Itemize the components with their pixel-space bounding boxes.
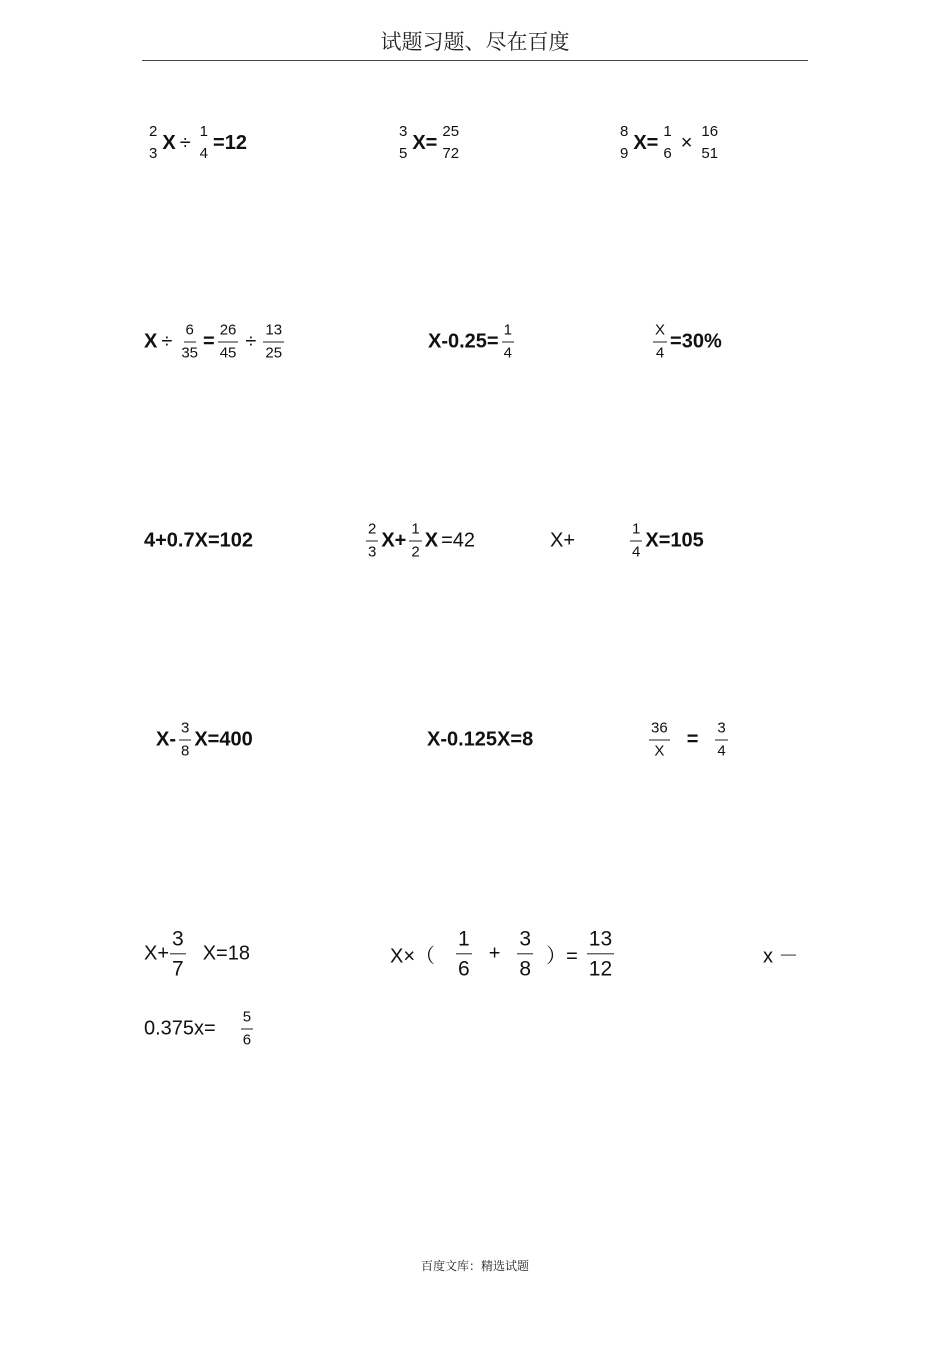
equation-6 — [650, 322, 722, 363]
numerator: 5 — [241, 1009, 253, 1030]
variable-equals: X= — [633, 131, 659, 154]
fraction — [397, 123, 409, 163]
numerator: 1 — [630, 521, 642, 542]
numerator: 2 — [366, 521, 378, 542]
equation-4 — [144, 322, 287, 363]
equation-text: x － — [763, 945, 799, 968]
fraction — [502, 322, 514, 363]
numerator: 3 — [399, 123, 408, 140]
equals: = — [203, 330, 215, 353]
fraction — [179, 720, 191, 761]
lhs: X- — [156, 728, 176, 751]
fraction — [715, 720, 727, 761]
numerator: 3 — [170, 926, 186, 954]
numerator: 3 — [715, 720, 727, 741]
fraction — [179, 322, 200, 363]
times-sign: × — [680, 131, 693, 154]
rhs: =30% — [670, 330, 722, 353]
denominator: 8 — [181, 742, 190, 760]
numerator: 1 — [502, 322, 514, 343]
denominator: 4 — [503, 344, 512, 362]
equation-16 — [144, 1009, 256, 1050]
fraction — [147, 123, 159, 163]
equation-12 — [646, 720, 731, 761]
denominator: 72 — [442, 145, 460, 162]
variable-equals: X= — [412, 131, 438, 154]
numerator: 1 — [199, 123, 209, 140]
fraction — [618, 123, 630, 163]
fraction — [630, 521, 642, 562]
fraction — [263, 322, 284, 363]
numerator: 13 — [263, 322, 284, 343]
fraction — [517, 926, 533, 981]
header-rule — [142, 60, 808, 61]
numerator: 36 — [649, 720, 670, 741]
fraction — [218, 322, 239, 363]
equals: = — [686, 728, 699, 751]
denominator: 6 — [458, 957, 470, 981]
rhs: =12 — [213, 131, 247, 154]
divide-sign: ÷ — [245, 330, 257, 353]
denominator: 51 — [701, 145, 719, 162]
numerator: 2 — [149, 123, 158, 140]
numerator: 1 — [456, 926, 472, 954]
denominator: 3 — [368, 543, 377, 561]
fraction — [587, 926, 614, 981]
numerator: 8 — [620, 123, 629, 140]
variable: X — [144, 330, 158, 353]
equation-7 — [144, 530, 253, 553]
plus-sign: + — [488, 942, 501, 965]
fraction — [170, 926, 186, 981]
numerator: 3 — [517, 926, 533, 954]
numerator: 1 — [663, 123, 672, 140]
equation-text: 4+0.7X=102 — [144, 529, 253, 552]
fraction — [440, 123, 461, 163]
equation-9 — [550, 521, 704, 562]
equation-11 — [427, 729, 533, 752]
denominator: 35 — [181, 344, 199, 362]
denominator: 5 — [399, 145, 408, 162]
close-paren-equals: ）= — [546, 945, 578, 968]
denominator: 45 — [219, 344, 237, 362]
denominator: 7 — [172, 957, 184, 981]
denominator: X — [654, 742, 665, 760]
equation-13 — [144, 926, 250, 981]
equation-5 — [428, 322, 517, 363]
lhs: 0.375x= — [144, 1017, 216, 1040]
denominator: 12 — [588, 957, 613, 981]
denominator: 2 — [411, 543, 420, 561]
numerator: 6 — [184, 322, 196, 343]
denominator: 3 — [149, 145, 158, 162]
denominator: 4 — [199, 145, 209, 162]
equation-10 — [156, 720, 253, 761]
denominator: 9 — [620, 145, 629, 162]
equation-3 — [615, 123, 723, 163]
numerator: 25 — [442, 123, 460, 140]
numerator: 3 — [179, 720, 191, 741]
fraction — [699, 123, 720, 163]
fraction — [649, 720, 670, 761]
equation-1 — [144, 123, 247, 163]
lhs: X+ — [144, 942, 170, 965]
equation-2 — [394, 123, 464, 163]
numerator: 26 — [218, 322, 239, 343]
variable-plus: X+ — [550, 529, 576, 552]
lhs: X-0.25= — [428, 330, 499, 353]
numerator: 16 — [701, 123, 719, 140]
denominator: 6 — [242, 1031, 252, 1049]
rhs: X=105 — [645, 529, 704, 552]
variable: X — [424, 529, 439, 552]
denominator: 4 — [717, 742, 726, 760]
rhs: X=400 — [194, 728, 253, 751]
denominator: 8 — [519, 957, 532, 981]
rhs: X=18 — [202, 942, 250, 965]
equation-15 — [763, 940, 799, 969]
equation-14 — [390, 926, 617, 981]
fraction — [653, 322, 667, 363]
equation-8 — [363, 521, 475, 562]
fraction — [456, 926, 472, 981]
rhs: =42 — [441, 529, 475, 552]
denominator: 4 — [632, 543, 641, 561]
divide-sign: ÷ — [179, 131, 191, 154]
fraction — [661, 123, 673, 163]
fraction — [198, 123, 210, 163]
fraction — [241, 1009, 253, 1050]
numerator: X — [653, 322, 667, 343]
variable-plus: X+ — [381, 529, 407, 552]
page-header-title: 试题习题、尽在百度 — [380, 30, 570, 54]
lhs: X×（ — [390, 945, 436, 968]
denominator: 4 — [655, 344, 665, 362]
page-footer: 百度文库：精选试题 — [420, 1259, 529, 1273]
variable: X — [162, 131, 176, 154]
fraction — [366, 521, 378, 562]
divide-sign: ÷ — [161, 330, 173, 353]
equation-text: X-0.125X=8 — [427, 728, 534, 751]
numerator: 1 — [409, 521, 421, 542]
denominator: 25 — [265, 344, 283, 362]
denominator: 6 — [663, 145, 672, 162]
numerator: 13 — [587, 926, 614, 954]
fraction — [409, 521, 421, 562]
